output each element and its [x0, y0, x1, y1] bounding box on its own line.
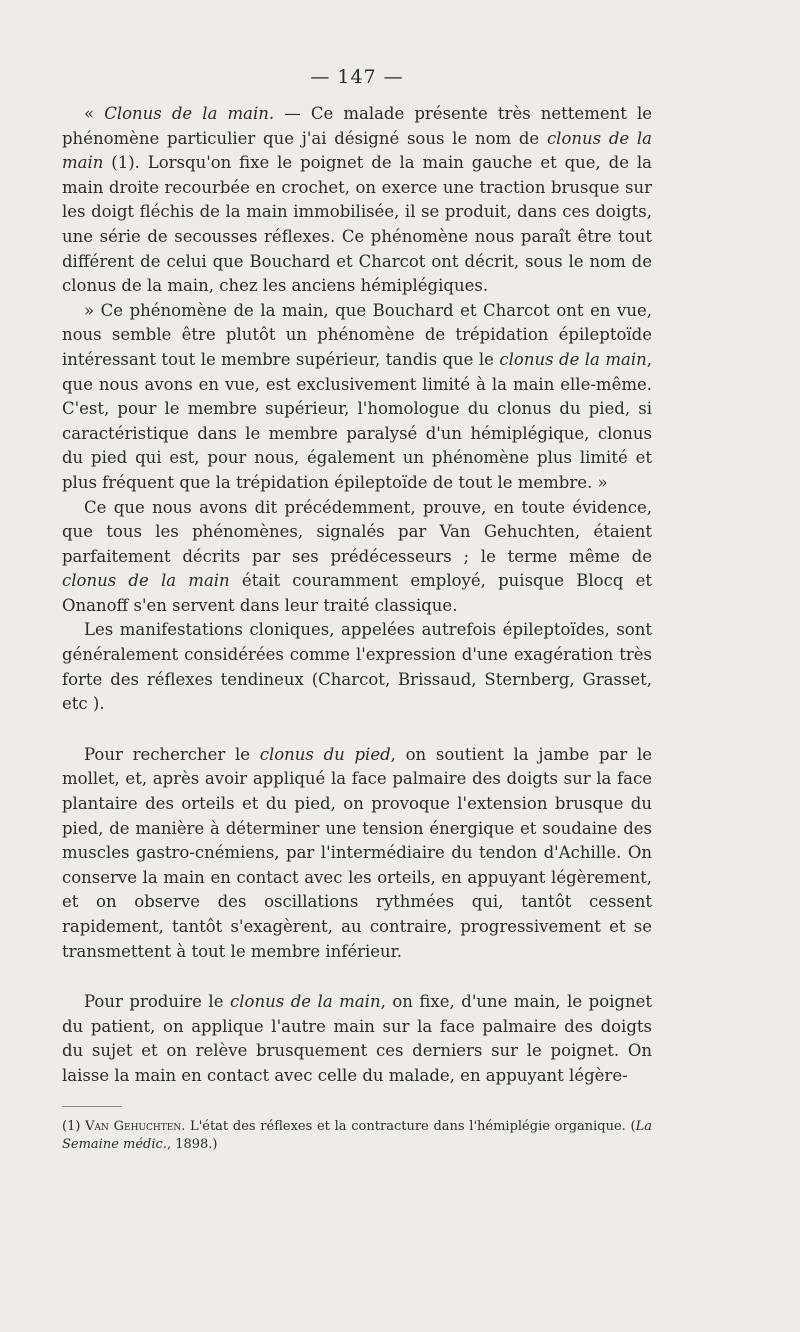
page-number: — 147 — [310, 66, 404, 88]
footnote [62, 1118, 652, 1154]
text-body [62, 102, 652, 1089]
text-run: Les manifestations cloniques, appelées autrefois épileptoïdes, sont généralement considérées comme l'expression d'une exagération très forte des réflexes tendineux (Charcot, Brissaud, Sternberg, Grasset, etc ). [62, 620, 652, 714]
text-run: — Ce malade présente très nettement le phénomène particulier que j'ai désigné sous le nom de [62, 104, 652, 148]
footnote-author: Van Gehuchten [85, 1119, 182, 1134]
paragraph [62, 743, 652, 964]
italic-term: clonus de la main [62, 128, 653, 173]
text-run: , on fixe, d'une main, le poignet du patient, on applique l'autre main sur la face palmaire des doigts du sujet et on relève brusquement ces derniers sur le poignet. On laisse la main en contact avec celle du malade, en appuyant légère- [62, 992, 652, 1085]
footnote-date: , 1898.) [166, 1137, 218, 1152]
paragraph [62, 102, 652, 299]
text-run: » Ce phénomène de la main, que Bouchard et Charcot ont en vue, nous semble être plutôt un phénomène de trépidation épileptoïde intéressant tout le membre supérieur, tandis que le [62, 300, 652, 369]
text-run: , on soutient la jambe par le mollet, et, après avoir appliqué la face palmaire des doigts sur la face plantaire des orteils et du pied, on provoque l'extension brusque du pied, de manière à déterminer une tension énergique et soudaine des muscles gastro-cnémiens, par l'intermédiaire du tendon d'Achille. On conserve la main en contact avec les orteils, en appuyant légèrement, et on observe des oscillations rythmées qui, tantôt cessent rapidement, tantôt s'exagèrent, au contraire, progressivement et se transmettent à tout le membre inférieur. [62, 744, 652, 961]
italic-term: clonus de la main [62, 571, 230, 591]
italic-term: clonus de la main [230, 992, 381, 1012]
footnote-marker: (1) [62, 1119, 86, 1134]
text-run: était couramment employé, puisque Blocq et Onanoff s'en servent dans leur traité classique. [62, 571, 652, 615]
footnote-rule [62, 1106, 122, 1107]
italic-term: Clonus de la main. [104, 104, 275, 123]
footnote-text: . L'état des réflexes et la contracture dans l'hémiplégie organique. ( [181, 1119, 636, 1134]
footnote-source: La Semaine médic. [62, 1119, 652, 1152]
paragraph [62, 299, 652, 496]
paragraph [62, 496, 652, 619]
italic-term: clonus du pied [259, 744, 391, 764]
italic-term: clonus de la main [499, 349, 647, 369]
text-run: « [84, 104, 105, 123]
text-run: , que nous avons en vue, est exclusivement limité à la main elle-même. C'est, pour le membre supérieur, l'homologue du clonus du pied, si caractéristique dans le membre paralysé d'un hémiplégique, clonus du pied qui est, pour nous, également un phénomène plus limité et plus fréquent que la trépidation épileptoïde de tout le membre. » [62, 349, 652, 492]
text-run: Ce que nous avons dit précédemment, prouve, en toute évidence, que tous les phénomènes, signalés par Van Gehuchten, étaient parfaitement décrits par ses prédécesseurs ; le terme même de [62, 497, 652, 566]
paragraph-gap [62, 717, 652, 743]
text-run: Pour produire le [84, 992, 230, 1012]
text-run: Pour rechercher le [84, 744, 260, 764]
paragraph-gap [62, 964, 652, 990]
page-body [62, 62, 652, 1089]
paragraph [62, 990, 652, 1088]
text-run: (1). Lorsqu'on fixe le poignet de la main gauche et que, de la main droite recourbée en crochet, on exerce une traction brusque sur les doigt fléchis de la main immobilisée, il se produit, dans ces doigts, une série de secousses réflexes. Ce phénomène nous paraît être tout différent de celui que Bouchard et Charcot ont décrit, sous le nom de clonus de la main, chez les anciens hémiplégiques. [62, 153, 652, 296]
paragraph [62, 618, 652, 716]
